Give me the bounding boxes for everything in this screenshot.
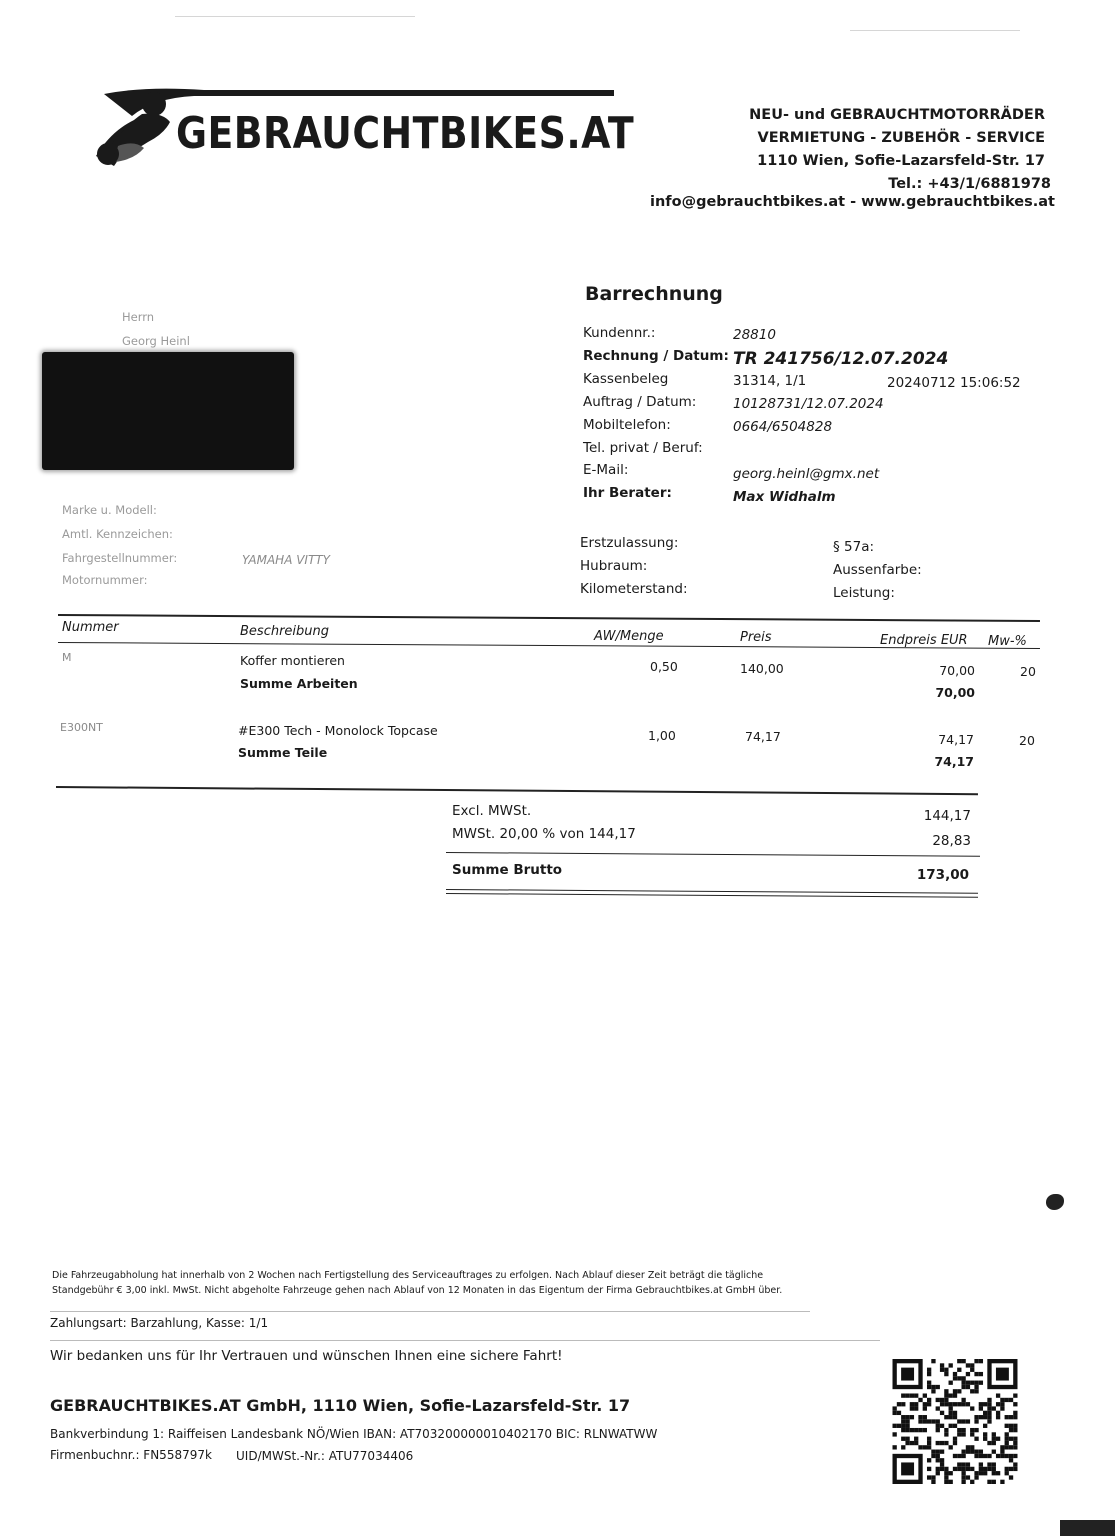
advisor-name: Max Widhalm [733, 489, 836, 505]
vehicle-label: Amtl. Kennzeichen: [62, 527, 173, 541]
gross-total-label: Summe Brutto [452, 862, 563, 878]
info-label: Mobiltelefon: [583, 417, 671, 433]
info-label: Auftrag / Datum: [583, 394, 697, 410]
vehicle-field: § 57a: [833, 539, 875, 555]
vat-value: 28,83 [932, 833, 971, 849]
row-total: 70,00 [939, 663, 975, 678]
order-number: 10128731/12.07.2024 [733, 396, 884, 412]
info-label: E-Mail: [583, 462, 629, 478]
totals-double-rule-2 [446, 893, 978, 898]
totals-rule [446, 852, 980, 857]
footer-company: GEBRAUCHTBIKES.AT GmbH, 1110 Wien, Sofie-Lazarsfeld-Str. 17 [50, 1396, 631, 1415]
vehicle-label: Marke u. Modell: [62, 503, 157, 517]
info-label: Kassenbeleg [583, 371, 669, 387]
qr-code-icon [890, 1359, 1020, 1484]
row-total: 74,17 [938, 732, 974, 747]
bank-details: Bankverbindung 1: Raiffeisen Landesbank NÖ/Wien IBAN: AT703200000010402170 BIC: RLNWATWW [50, 1427, 658, 1441]
vehicle-field: Leistung: [833, 585, 895, 601]
vehicle-model: YAMAHA VITTY [242, 553, 330, 567]
subtotal-label: Summe Arbeiten [240, 676, 358, 691]
vehicle-field: Erstzulassung: [580, 535, 679, 551]
row-quantity: 1,00 [648, 728, 676, 743]
row-description: #E300 Tech - Monolock Topcase [238, 723, 438, 738]
row-number: E300NT [60, 721, 103, 734]
subtotal-label: Summe Teile [238, 745, 328, 760]
invoice-number: TR 241756/12.07.2024 [733, 349, 949, 369]
row-vat: 20 [1020, 664, 1036, 679]
mobile-phone: 0664/6504828 [733, 419, 833, 435]
col-header-nummer: Nummer [62, 620, 119, 635]
company-register: Firmenbuchnr.: FN558797k [50, 1448, 212, 1462]
vat-label: MWSt. 20,00 % von 144,17 [452, 826, 636, 842]
col-header-endpreis: Endpreis EUR [880, 633, 968, 648]
info-label: Tel. privat / Beruf: [583, 440, 703, 456]
vehicle-field: Hubraum: [580, 558, 648, 574]
table-top-rule [58, 614, 1040, 621]
vehicle-label: Motornummer: [62, 573, 148, 587]
company-line: 1110 Wien, Sofie-Lazarsfeld-Str. 17 [757, 153, 1045, 169]
logo-text: GEBRAUCHTBIKES.AT [176, 108, 635, 159]
gross-total-value: 173,00 [916, 867, 969, 883]
scan-corner [1060, 1520, 1115, 1536]
pickup-note: Standgebühr € 3,00 inkl. MwSt. Nicht abgeholte Fahrzeuge gehen nach Ablauf von 12 Monaten in das Eigentum der Firma Gebrauchtbikes.at GmbH über. [52, 1285, 783, 1296]
thank-you-note: Wir bedanken uns für Ihr Vertrauen und wünschen Ihnen eine sichere Fahrt! [50, 1348, 563, 1364]
kassenbeleg-value: 31314, 1/1 [733, 373, 807, 389]
footer-rule [50, 1340, 880, 1341]
table-bottom-rule [56, 786, 978, 795]
excl-vat-value: 144,17 [923, 808, 971, 824]
company-info [749, 104, 1051, 196]
company-line: VERMIETUNG - ZUBEHÖR - SERVICE [757, 130, 1045, 146]
row-price: 74,17 [745, 729, 781, 744]
company-line: NEU- und GEBRAUCHTMOTORRÄDER [749, 107, 1045, 123]
col-header-preis: Preis [740, 630, 772, 645]
kassenbeleg-timestamp: 20240712 15:06:52 [887, 375, 1021, 391]
email-value: georg.heinl@gmx.net [733, 466, 880, 482]
customer-number: 28810 [733, 327, 776, 343]
vehicle-field: Kilometerstand: [580, 581, 688, 597]
redacted-address [42, 352, 294, 470]
row-price: 140,00 [740, 661, 784, 676]
vat-id: UID/MWSt.-Nr.: ATU77034406 [236, 1449, 414, 1463]
company-phone: Tel.: +43/1/6881978 [888, 176, 1051, 192]
vehicle-label: Fahrgestellnummer: [62, 551, 178, 565]
row-description: Koffer montieren [240, 653, 345, 668]
recipient-name: Georg Heinl [122, 334, 190, 348]
excl-vat-label: Excl. MWSt. [452, 803, 532, 819]
payment-method: Zahlungsart: Barzahlung, Kasse: 1/1 [50, 1316, 269, 1330]
pickup-note: Die Fahrzeugabholung hat innerhalb von 2 Wochen nach Fertigstellung des Serviceauftrages zu erfolgen. Nach Ablauf dieser Zeit beträgt die tägliche [52, 1270, 764, 1281]
col-header-menge: AW/Menge [594, 629, 664, 644]
footer-rule [50, 1311, 810, 1312]
vehicle-field: Aussenfarbe: [833, 562, 922, 578]
row-number: M [62, 651, 72, 664]
info-label: Ihr Berater: [583, 485, 672, 501]
scan-smudge [1046, 1194, 1064, 1210]
recipient-salutation: Herrn [122, 310, 155, 324]
col-header-mwst: Mw-% [988, 634, 1027, 649]
row-quantity: 0,50 [650, 659, 678, 674]
company-contact: info@gebrauchtbikes.at - www.gebrauchtbikes.at [650, 194, 1055, 210]
subtotal-value: 70,00 [935, 685, 975, 700]
row-vat: 20 [1019, 733, 1035, 748]
subtotal-value: 74,17 [934, 754, 974, 769]
col-header-beschreibung: Beschreibung [240, 624, 330, 639]
info-label: Kundennr.: [583, 325, 656, 341]
document-title: Barrechnung [585, 283, 723, 305]
info-label: Rechnung / Datum: [583, 348, 729, 364]
